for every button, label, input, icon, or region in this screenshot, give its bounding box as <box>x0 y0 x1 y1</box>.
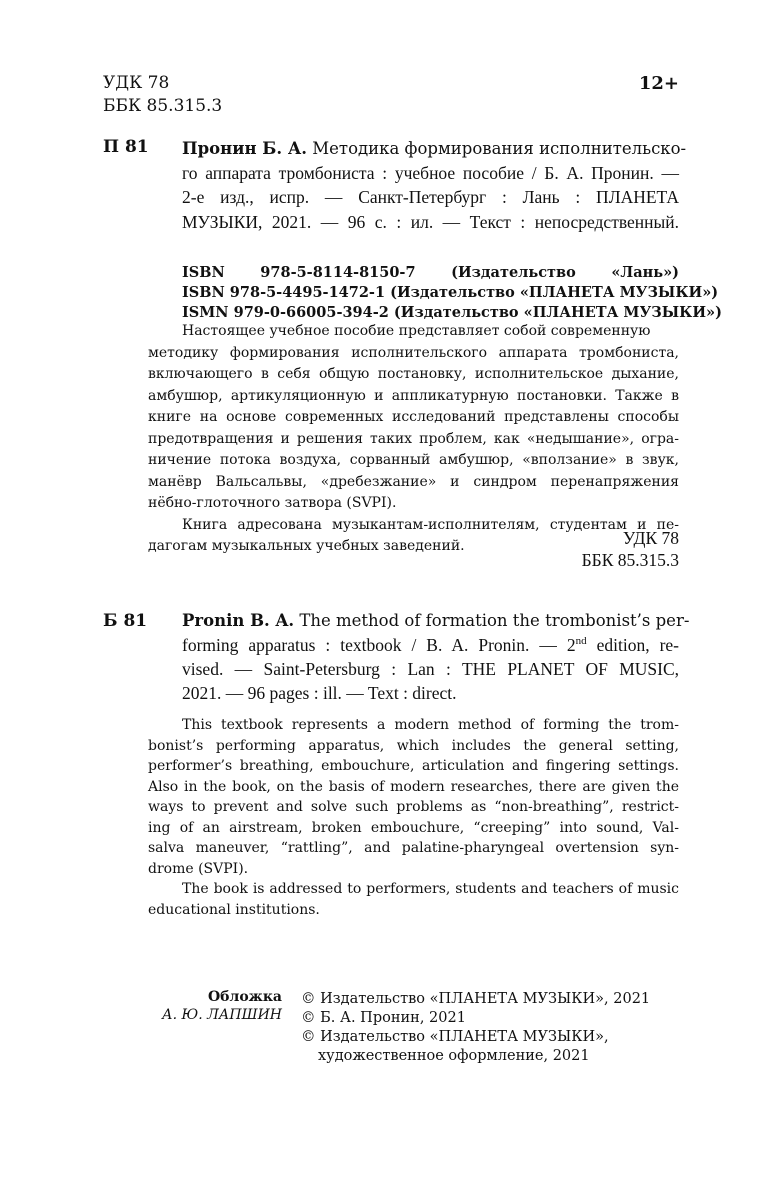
ru-abstract-line: нёбно-глоточного затвора (SVPI). <box>148 495 397 511</box>
en-entry-line <box>182 635 679 656</box>
copyright-line: © Издательство «ПЛАНЕТА МУЗЫКИ», 2021 <box>301 991 651 1007</box>
cover-artist: А. Ю. ЛАПШИН <box>162 1007 282 1023</box>
ru-entry-author: Пронин Б. А. <box>182 139 308 158</box>
en-entry-line: vised. — Saint-Petersburg : Lan : THE PLANET OF MUSIC, <box>182 659 679 679</box>
ru-abstract-bbk: ББК 85.315.3 <box>581 550 679 570</box>
ru-abstract-line: ничение потока воздуха, сорванный амбушюр, «вползание» в звук, <box>148 452 679 468</box>
en-entry-text: forming apparatus : textbook / B. A. Pronin. — 2 <box>182 635 576 655</box>
ru-audience-line: дагогам музыкальных учебных заведений. <box>148 538 465 554</box>
ru-entry <box>182 137 687 241</box>
en-abstract-line: ways to prevent and solve such problems as “non-breathing”, restrict- <box>148 799 679 815</box>
en-abstract-line: bonist’s performing apparatus, which includes the general setting, <box>148 737 679 754</box>
ru-abstract-line: Настоящее учебное пособие представляет собой современную <box>182 323 651 339</box>
en-audience-line: The book is addressed to performers, students and teachers of music <box>182 881 679 897</box>
ru-abstract-line: манёвр Вальсальвы, «дребезжание» и синдром перенапряжения <box>148 473 679 490</box>
cover-label: Обложка <box>207 989 282 1005</box>
en-abstract-line: salva maneuver, “rattling”, and palatine-pharyngeal overtension syn- <box>148 840 679 856</box>
ru-entry-line: го аппарата тромбониста : учебное пособие / Б. А. Пронин. — <box>182 163 679 183</box>
copyright-line: © Издательство «ПЛАНЕТА МУЗЫКИ», <box>301 1029 609 1045</box>
ru-entry-code: П 81 <box>103 137 149 157</box>
ru-abstract-line: амбушюр, артикуляционную и аппликатурную постановки. Также в <box>148 387 679 404</box>
isbn-planeta: ISBN 978-5-4495-1472-1 (Издательство «ПЛАНЕТА МУЗЫКИ») <box>182 284 719 301</box>
ru-abstract-line: предотвращения и решения таких проблем, как «недышание», огра- <box>148 430 679 447</box>
en-abstract-line: performer’s breathing, embouchure, articulation and fingering settings. <box>148 758 679 774</box>
copyright-line: © Б. А. Пронин, 2021 <box>301 1010 466 1026</box>
en-abstract-line: This textbook represents a modern method of forming the trom- <box>182 717 679 733</box>
ru-abstract-line: книге на основе современных исследований представлены способы <box>148 409 679 425</box>
ru-audience-line: Книга адресована музыкантам-исполнителям, студентам и пе- <box>182 516 679 533</box>
en-abstract-line: drome (SVPI). <box>148 860 249 877</box>
header-udk: УДК 78 <box>103 73 170 93</box>
age-rating: 12+ <box>638 73 679 94</box>
ru-entry-line <box>182 137 687 162</box>
ru-entry-line: МУЗЫКИ, 2021. — 96 с. : ил. — Текст : непосредственный. <box>182 212 679 232</box>
ru-abstract-udk: УДК 78 <box>622 528 679 548</box>
en-entry-superscript: nd <box>575 635 587 647</box>
en-entry <box>182 611 690 703</box>
en-abstract-line: ing of an airstream, broken embouchure, “creeping” into sound, Val- <box>148 819 679 836</box>
ru-entry-line: 2-е изд., испр. — Санкт-Петербург : Лань : ПЛАНЕТА <box>182 187 679 207</box>
en-entry-text: The method of formation the trombonist’s per- <box>294 611 690 630</box>
ismn-planeta: ISMN 979-0-66005-394-2 (Издательство «ПЛАНЕТА МУЗЫКИ») <box>182 304 722 321</box>
en-entry-author: Pronin B. A. <box>182 611 295 630</box>
ru-entry-text: Методика формирования исполнительско- <box>307 139 687 158</box>
en-audience-line: educational institutions. <box>148 901 320 918</box>
en-entry-code: Б 81 <box>103 611 148 631</box>
header-bbk: ББК 85.315.3 <box>103 96 223 116</box>
en-entry-line: 2021. — 96 pages : ill. — Text : direct. <box>182 683 457 703</box>
copyright-continuation: художественное оформление, 2021 <box>318 1048 590 1064</box>
ru-abstract-line: включающего в себя общую постановку, исполнительское дыхание, <box>148 366 679 382</box>
en-entry-text: edition, re- <box>586 635 679 655</box>
isbn-lan: ISBN 978-5-8114-8150-7 (Издательство «Лань») <box>182 264 679 281</box>
en-abstract-line: Also in the book, on the basis of modern researches, there are given the <box>148 778 679 795</box>
ru-abstract-line: методику формирования исполнительского аппарата тромбониста, <box>148 344 679 361</box>
en-entry-line <box>182 611 690 630</box>
